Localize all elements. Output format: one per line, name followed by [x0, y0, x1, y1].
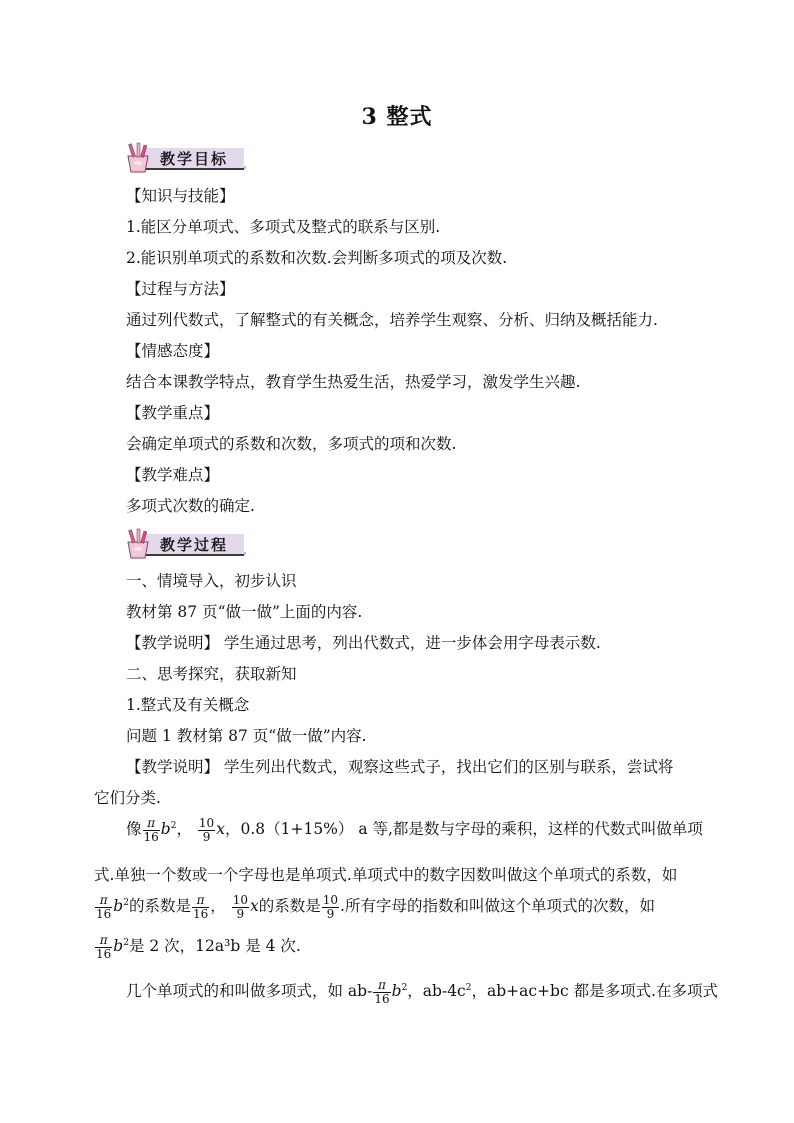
variable: b [160, 820, 171, 839]
variable: b [391, 982, 402, 1001]
text-span: ， [176, 820, 192, 839]
exponent: 2 [123, 938, 129, 948]
math-line [126, 978, 718, 1006]
fraction-numerator: π [95, 934, 112, 948]
exponent: 2 [465, 983, 472, 993]
text-line: 会确定单项式的系数和次数，多项式的项和次数. [126, 435, 457, 453]
text-span: ，0.8（1+15%） a 等,都是数与字母的乘积，这样的代数式叫做单项 [224, 820, 703, 839]
text-line: 它们分类. [94, 789, 161, 807]
math-line [94, 893, 655, 921]
fraction-denominator: 16 [192, 906, 209, 921]
section-badge-goals [122, 142, 248, 172]
text-line: 通过列代数式，了解整式的有关概念，培养学生观察、分析、归纳及概括能力. [126, 311, 658, 329]
variable: b [113, 937, 124, 956]
text-span: 是 2 次，12a³b 是 4 次. [128, 937, 301, 956]
text-line: 【过程与方法】 [126, 280, 235, 298]
math-line [94, 933, 301, 961]
text-line: 教材第 87 页“做一做”上面的内容. [126, 603, 363, 621]
fraction-denominator: 16 [374, 991, 390, 1006]
badge-label: 教学过程 [160, 536, 229, 554]
text-line: 1.能区分单项式、多项式及整式的联系与区别. [126, 218, 441, 236]
pencil-cup-icon [122, 528, 162, 560]
text-span: ， [210, 897, 226, 916]
fraction-denominator: 9 [326, 906, 335, 921]
fraction [198, 817, 215, 844]
fraction [232, 894, 249, 921]
fraction-numerator: 10 [198, 815, 215, 830]
fraction [95, 894, 112, 921]
text-line: 【情感态度】 [126, 342, 220, 360]
fraction-numerator: π [143, 817, 160, 831]
fraction-denominator: 16 [96, 946, 112, 961]
math-line [126, 816, 703, 844]
text-span: ，ab-4c [407, 982, 466, 1001]
fraction [373, 979, 390, 1006]
text-span: 几个单项式的和叫做多项式，如 ab- [126, 982, 373, 1001]
fraction [143, 817, 160, 844]
exponent: 2 [401, 983, 408, 993]
fraction-numerator: π [373, 979, 390, 993]
variable: x [216, 820, 225, 839]
text-line: 【教学重点】 [126, 404, 220, 422]
fraction-numerator: π [95, 894, 112, 908]
section-badge-process [122, 528, 248, 558]
fraction-numerator: π [192, 894, 209, 908]
fraction-denominator: 9 [202, 829, 211, 844]
variable: b [113, 897, 124, 916]
badge-label: 教学目标 [160, 150, 229, 168]
text-line: 【知识与技能】 [126, 187, 235, 205]
text-line: 二、思考探究，获取新知 [126, 665, 297, 683]
text-span: 的系数是 [258, 897, 321, 916]
text-span: 的系数是 [128, 897, 191, 916]
text-span: .所有字母的指数和叫做这个单项式的次数，如 [340, 897, 655, 916]
pencil-cup-icon [122, 142, 162, 174]
text-span: 像 [126, 820, 142, 839]
text-line: 1.整式及有关概念 [126, 696, 250, 714]
text-line: 式.单独一个数或一个字母也是单项式.单项式中的数字因数叫做这个单项式的系数，如 [94, 866, 678, 884]
fraction-denominator: 9 [236, 906, 245, 921]
variable: x [249, 897, 259, 916]
text-line: 【教学说明】 学生通过思考，列出代数式，进一步体会用字母表示数. [126, 634, 601, 652]
text-line: 一、情境导入，初步认识 [126, 572, 297, 590]
fraction-numerator: 10 [322, 892, 339, 907]
exponent: 2 [170, 821, 177, 831]
text-line: 问题 1 教材第 87 页“做一做”内容. [126, 727, 367, 745]
text-line: 【教学难点】 [126, 466, 220, 484]
page-title: 3 整式 [361, 104, 433, 130]
fraction-denominator: 16 [143, 829, 159, 844]
fraction [95, 934, 112, 961]
text-line: 结合本课教学特点，教育学生热爱生活，热爱学习，激发学生兴趣. [126, 373, 581, 391]
text-line: 多项式次数的确定. [126, 497, 255, 515]
fraction [322, 894, 339, 921]
fraction [192, 894, 209, 921]
text-line: 2.能识别单项式的系数和次数.会判断多项式的项及次数. [126, 249, 508, 267]
text-line: 【教学说明】 学生列出代数式，观察这些式子，找出它们的区别与联系，尝试将 [126, 758, 674, 776]
exponent: 2 [123, 898, 129, 908]
text-span: ，ab+ac+bc 都是多项式.在多项式 [471, 982, 719, 1001]
fraction-numerator: 10 [232, 892, 248, 907]
fraction-denominator: 16 [96, 906, 112, 921]
